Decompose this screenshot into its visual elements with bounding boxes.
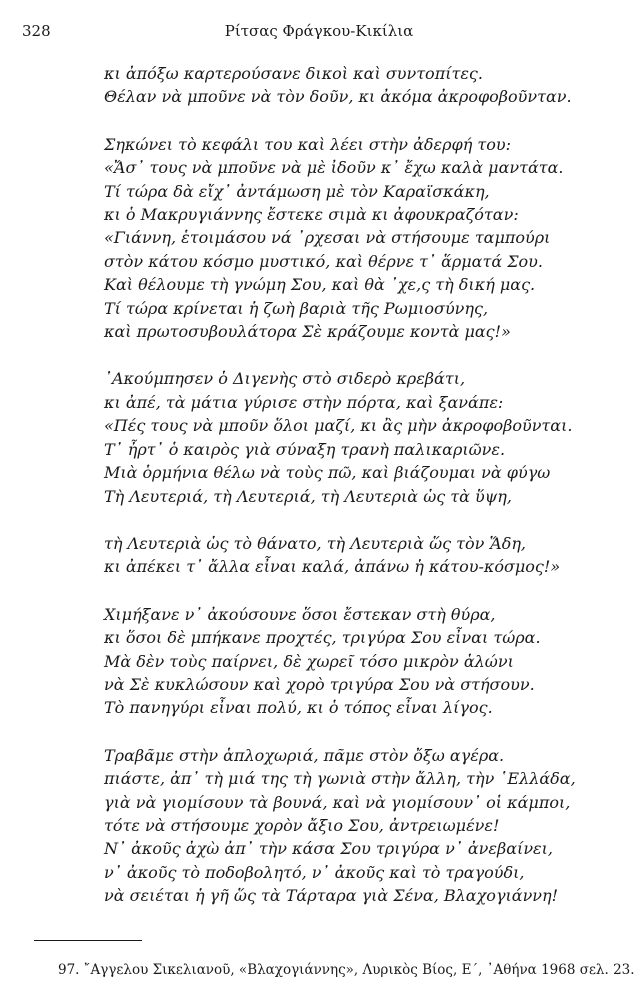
verse-line: Μιὰ ὁρμήνια θέλω νὰ τοὺς πῶ, καὶ βιάζουμαι νὰ φύγω: [104, 463, 551, 483]
verse-line: «Ἄσ᾽ τους νὰ μποῦνε νὰ μὲ ἰδοῦν κ᾽ ἔχω καλὰ μαντάτα.: [104, 158, 564, 178]
verse-line: κι ἀπόξω καρτερούσανε δικοὶ καὶ συντοπίτες.: [104, 64, 483, 83]
footnote-rule: [34, 940, 142, 941]
page-number: 328: [22, 22, 51, 40]
verse-line: «Γιάννη, ἑτοιμάσου νά ᾽ρχεσαι νὰ στήσουμε ταμπούρι: [104, 228, 551, 248]
verse-line: Καὶ θέλουμε τὴ γνώμη Σου, καὶ θὰ ᾽χε,ς τὴ δική μας.: [104, 275, 536, 295]
verse-line: νὰ σειέται ἡ γῆ ὥς τὰ Τάρταρα γιὰ Σένα, Βλαχογιάννη!: [104, 886, 559, 906]
stanza: [104, 133, 576, 344]
verse-line: Θέλαν νὰ μποῦνε νὰ τὸν δοῦν, κι ἀκόμα ἀκροφοβοῦνταν.: [104, 87, 572, 107]
verse-line: Σηκώνει τὸ κεφάλι του καὶ λέει στὴν ἀδερφή του:: [104, 134, 511, 154]
verse-line: Τί τώρα κρίνεται ἡ ζωὴ βαριὰ τῆς Ρωμιοσύνης,: [104, 298, 489, 318]
verse-line: Τὸ πανηγύρι εἶναι πολύ, κι ὁ τόπος εἶναι λίγος.: [104, 698, 493, 718]
stanza: [104, 367, 576, 507]
stanza: [104, 532, 576, 579]
verse-line: Χιμήξανε ν᾽ ἀκούσουνε ὅσοι ἔστεκαν στὴ θύρα,: [104, 604, 496, 624]
verse-line: Τραβᾶμε στὴν ἁπλοχωριά, πᾶμε στὸν ὄξω αγέρα.: [104, 745, 505, 765]
verse-line: Μὰ δὲν τοὺς παίρνει, δὲ χωρεῖ τόσο μικρὸν ἁλώνι: [104, 651, 514, 671]
running-head: Ρίτσας Φράγκου-Κικίλια: [224, 22, 414, 40]
verse-line: κι ὁ Μακρυγιάννης ἔστεκε σιμὰ κι ἀφουκραζόταν:: [104, 205, 519, 225]
verse-line: Ν᾽ ἀκοῦς ἀχὼ ἀπ᾽ τὴν κάσα Σου τριγύρα ν᾽ ἀνεβαίνει,: [104, 839, 553, 859]
verse-line: στὸν κάτου κόσμο μυστικό, καὶ θέρνε τ᾽ ἅρματά Σου.: [104, 251, 543, 271]
verse-line: τὴ Λευτεριὰ ὡς τὸ θάνατο, τὴ Λευτεριὰ ὥς τὸν Ἅδη,: [104, 533, 526, 553]
verse-line: γιὰ νὰ γιομίσουν τὰ βουνά, καὶ νὰ γιομίσουν᾽ οἱ κάμποι,: [104, 792, 571, 812]
verse-line: Τὴ Λευτεριά, τὴ Λευτεριά, τὴ Λευτεριὰ ὡς τὰ ὕψη,: [104, 486, 512, 506]
stanza: [104, 744, 576, 908]
verse-line: ᾽Ακούμπησεν ὁ Διγενὴς στὸ σιδερὸ κρεβάτι,: [104, 369, 466, 389]
verse-line: κι ὅσοι δὲ μπήκανε προχτές, τριγύρα Σου εἶναι τώρα.: [104, 628, 541, 648]
verse-line: καὶ πρωτοσυβουλάτορα Σὲ κράζουμε κοντὰ μας!»: [104, 322, 511, 342]
verse-line: νὰ Σὲ κυκλώσουν καὶ χορὸ τριγύρα Σου νὰ στήσουν.: [104, 674, 535, 694]
poem: [104, 62, 576, 932]
verse-line: «Πές τους νὰ μποῦν ὅλοι μαζί, κι ἂς μὴν ἀκροφοβοῦνται.: [104, 416, 573, 436]
verse-line: πιάστε, ἀπ᾽ τὴ μιά της τὴ γωνιὰ στὴν ἄλλη, τὴν ῾Ελλάδα,: [104, 769, 576, 789]
verse-line: τότε νὰ στήσουμε χορὸν ἄξιο Σου, ἀντρειωμένε!: [104, 815, 500, 835]
verse-line: Τ᾽ ἦρτ᾽ ὁ καιρὸς γιὰ σύναξη τρανὴ παλικαριῶνε.: [104, 439, 506, 459]
verse-line: Τί τώρα δὰ εἴχ᾽ ἀντάμωση μὲ τὸν Καραϊσκάκη,: [104, 181, 490, 201]
stanza: [104, 62, 576, 109]
footnote: 97. ῎Αγγελου Σικελιανοῦ, «Βλαχογιάννης», Λυρικὸς Βίος, Ε΄, ᾽Αθήνα 1968 σελ. 23.: [58, 962, 635, 978]
verse-line: κι ἀπέκει τ᾽ ἄλλα εἶναι καλά, ἀπάνω ἡ κάτου-κόσμος!»: [104, 557, 561, 577]
verse-line: κι ἀπέ, τὰ μάτια γύρισε στὴν πόρτα, καὶ ξανάπε:: [104, 392, 504, 412]
verse-line: ν᾽ ἀκοῦς τὸ ποδοβολητό, ν᾽ ἀκοῦς καὶ τὸ τραγούδι,: [104, 862, 525, 882]
stanza: [104, 603, 576, 720]
